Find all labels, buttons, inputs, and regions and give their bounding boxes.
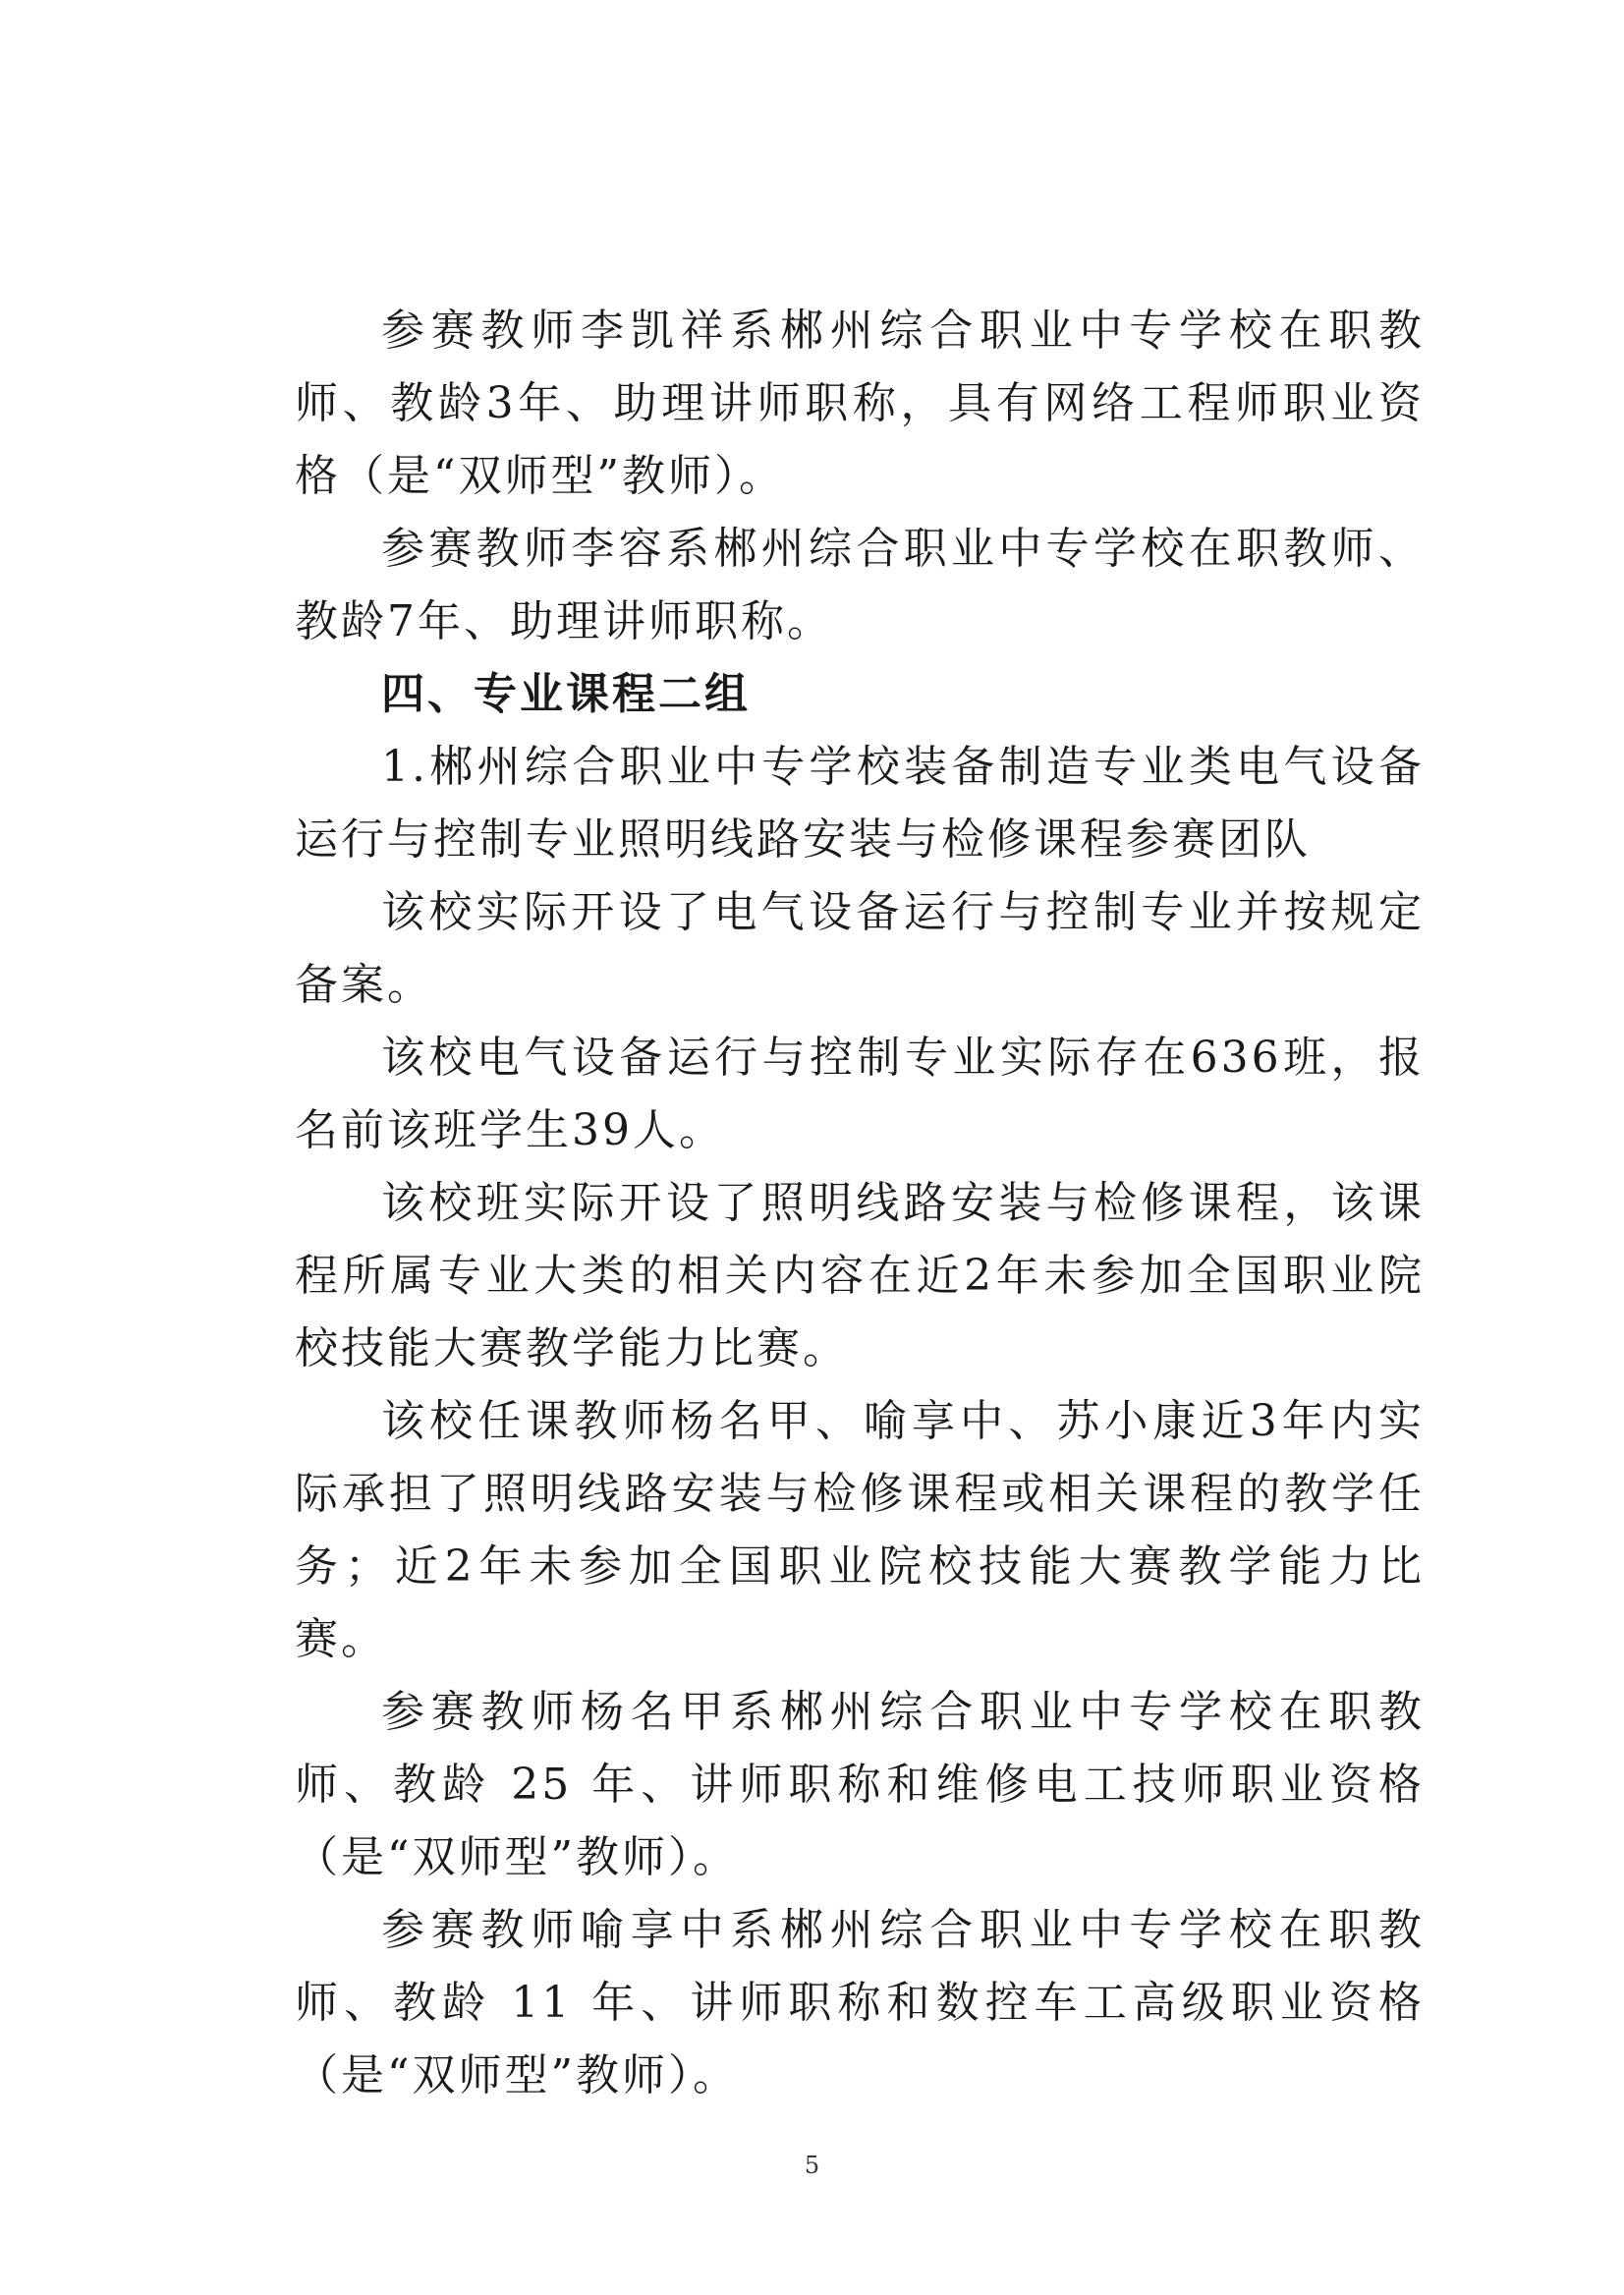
paragraph-teacher-li-kaixiang: 参赛教师李凯祥系郴州综合职业中专学校在职教师、教龄3年、助理讲师职称，具有网络工程师职业资格（是“双师型”教师）。	[295, 306, 1425, 501]
section-heading: 四、专业课程二组	[381, 669, 751, 719]
paragraph-course-info: 该校班实际开设了照明线路安装与检修课程，该课程所属专业大类的相关内容在近2年未参加全国职业院校技能大赛教学能力比赛。	[295, 1178, 1425, 1373]
paragraph-teacher-yang-mingjia: 参赛教师杨名甲系郴州综合职业中专学校在职教师、教龄 25 年、讲师职称和维修电工技师职业资格（是“双师型”教师）。	[295, 1687, 1425, 1882]
paragraph-teachers-tasks: 该校任课教师杨名甲、喻享中、苏小康近3年内实际承担了照明线路安装与检修课程或相关课程的教学任务；近2年未参加全国职业院校技能大赛教学能力比赛。	[295, 1396, 1425, 1664]
paragraph-major-filed: 该校实际开设了电气设备运行与控制专业并按规定备案。	[295, 887, 1425, 1010]
paragraph-teacher-li-rong: 参赛教师李容系郴州综合职业中专学校在职教师、教龄7年、助理讲师职称。	[295, 524, 1425, 646]
document-body	[295, 295, 1425, 2112]
paragraph-teacher-yu-xiangzhong: 参赛教师喻享中系郴州综合职业中专学校在职教师、教龄 11 年、讲师职称和数控车工高级职业资格（是“双师型”教师）。	[295, 1905, 1425, 2100]
paragraph-team-title: 1.郴州综合职业中专学校装备制造专业类电气设备运行与控制专业照明线路安装与检修课程参赛团队	[295, 742, 1425, 865]
page-number: 5	[804, 2152, 820, 2179]
paragraph-class-info: 该校电气设备运行与控制专业实际存在636班，报名前该班学生39人。	[295, 1033, 1425, 1155]
